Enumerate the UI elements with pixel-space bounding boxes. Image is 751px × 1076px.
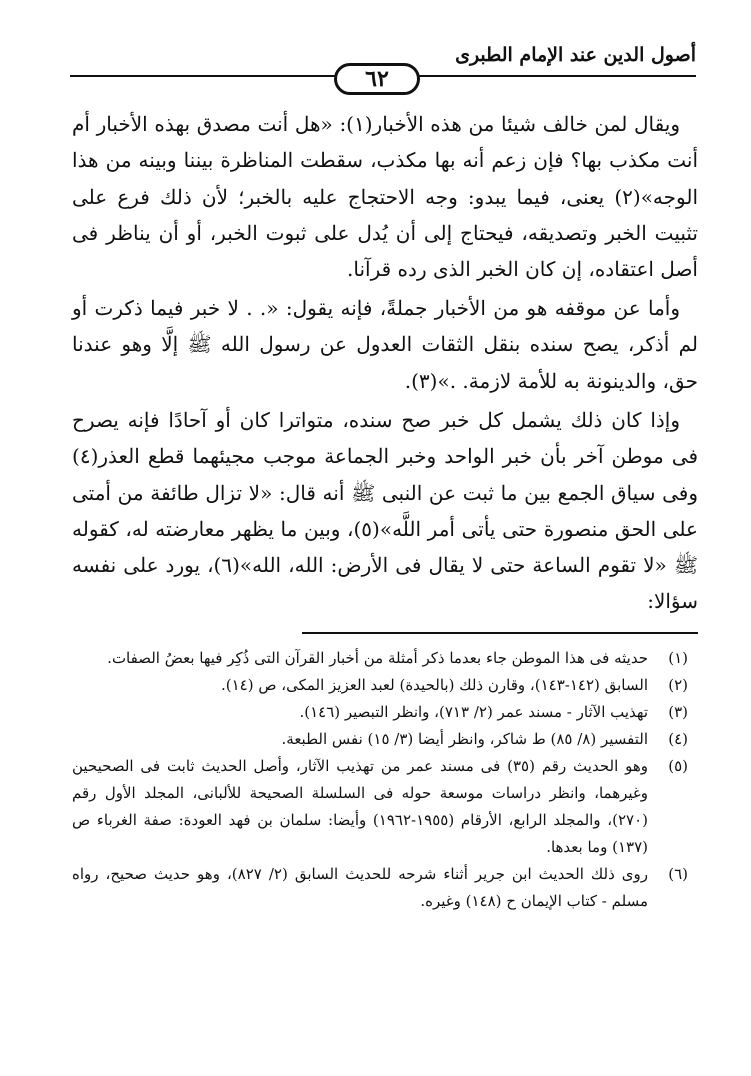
footnote [72, 861, 688, 915]
footnote [72, 645, 688, 672]
footnote-text: التفسير (٨/ ٨٥) ط شاكر، وانظر أيضا (٣/ ١٥) نفس الطبعة. [281, 730, 648, 748]
footnote-number: (٢) [668, 676, 688, 694]
footnote-number: (٦) [668, 865, 688, 883]
footnote-number: (٤) [668, 730, 688, 748]
page-number: ٦٢ [334, 63, 420, 95]
footnote-number: (١) [668, 649, 688, 667]
body-paragraph: وإذا كان ذلك يشمل كل خبر صح سنده، متواترا كان أو آحادًا فإنه يصرح فى موطن آخر بأن خبر الواحد وخبر الجماعة موجب مجيئهما قطع العذر(٤) وفى سياق الجمع بين ما ثبت عن النبى ﷺ أنه قال: «لا تزال طائفة من أمتى على الحق منصورة حتى يأتى أمر اللَّه»(٥)، وبين ما يظهر معارضته له، كقوله ﷺ «لا تقوم الساعة حتى لا يقال فى الأرض: الله، الله»(٦)، يورد على نفسه سؤالا: [72, 408, 698, 614]
footnote-text: حديثه فى هذا الموطن جاء بعدما ذكر أمثلة من أخبار القرآن التى ذُكِر فيها بعضُ الصفات. [107, 649, 648, 667]
footnote-number: (٣) [668, 703, 688, 721]
footnote-text: السابق (١٤٢-١٤٣)، وقارن ذلك (بالحيدة) لعبد العزيز المكى، ص (١٤). [220, 676, 648, 694]
footnote-text: روى ذلك الحديث ابن جرير أثناء شرحه للحديث السابق (٢/ ٨٢٧)، وهو حديث صحيح، رواه مسلم - كتاب الإيمان ح (١٤٨) وغيره. [72, 865, 648, 910]
footnote-separator [302, 632, 698, 634]
main-text [72, 106, 698, 614]
footnote-text: وهو الحديث رقم (٣٥) فى مسند عمر من تهذيب الآثار، وأصل الحديث ثابت فى الصحيحين وغيرهما، وانظر دراسات موسعة حوله فى السلسلة الصحيحة للألبانى، المجلد الأول رقم (٢٧٠)، والمجلد الرابع، الأرقام (١٩٥٥-١٩٦٢) وأيضا: سلمان بن فهد العودة: صفة الغرباء ص (١٣٧) وما بعدها. [72, 757, 649, 856]
body-paragraph: ويقال لمن خالف شيئا من هذه الأخبار(١): «هل أنت مصدق بهذه الأخبار أم أنت مكذب بها؟ فإن زعم أنه بها مكذب، سقطت المناظرة بيننا وبينه من هذا الوجه»(٢) يعنى، فيما يبدو: وجه الاحتجاج عليه بالخبر؛ لأن ذلك فرع على تثبيت الخبر وتصديقه، فيحتاج إلى أن يُدل على ثبوت الخبر، أو أن يناظر فى أصل اعتقاده، إن كان الخبر الذى رده قرآنا. [72, 112, 698, 282]
running-title: أصول الدين عند الإمام الطبرى [455, 44, 696, 66]
footnote [72, 699, 688, 726]
footnote-number: (٥) [668, 757, 688, 775]
footnote [72, 726, 688, 753]
footnotes [72, 645, 688, 915]
body-paragraph: وأما عن موقفه هو من الأخبار جملةً، فإنه يقول: «. . لا خبر فيما ذكرت أو لم أذكر، يصح سنده بنقل الثقات العدول عن رسول الله ﷺ إلَّا وهو عندنا حق، والدينونة به للأمة لازمة. .»(٣). [72, 296, 698, 393]
footnote [72, 672, 688, 699]
footnote-text: تهذيب الآثار - مسند عمر (٢/ ٧١٣)، وانظر التبصير (١٤٦). [299, 703, 648, 721]
footnote [72, 753, 688, 861]
